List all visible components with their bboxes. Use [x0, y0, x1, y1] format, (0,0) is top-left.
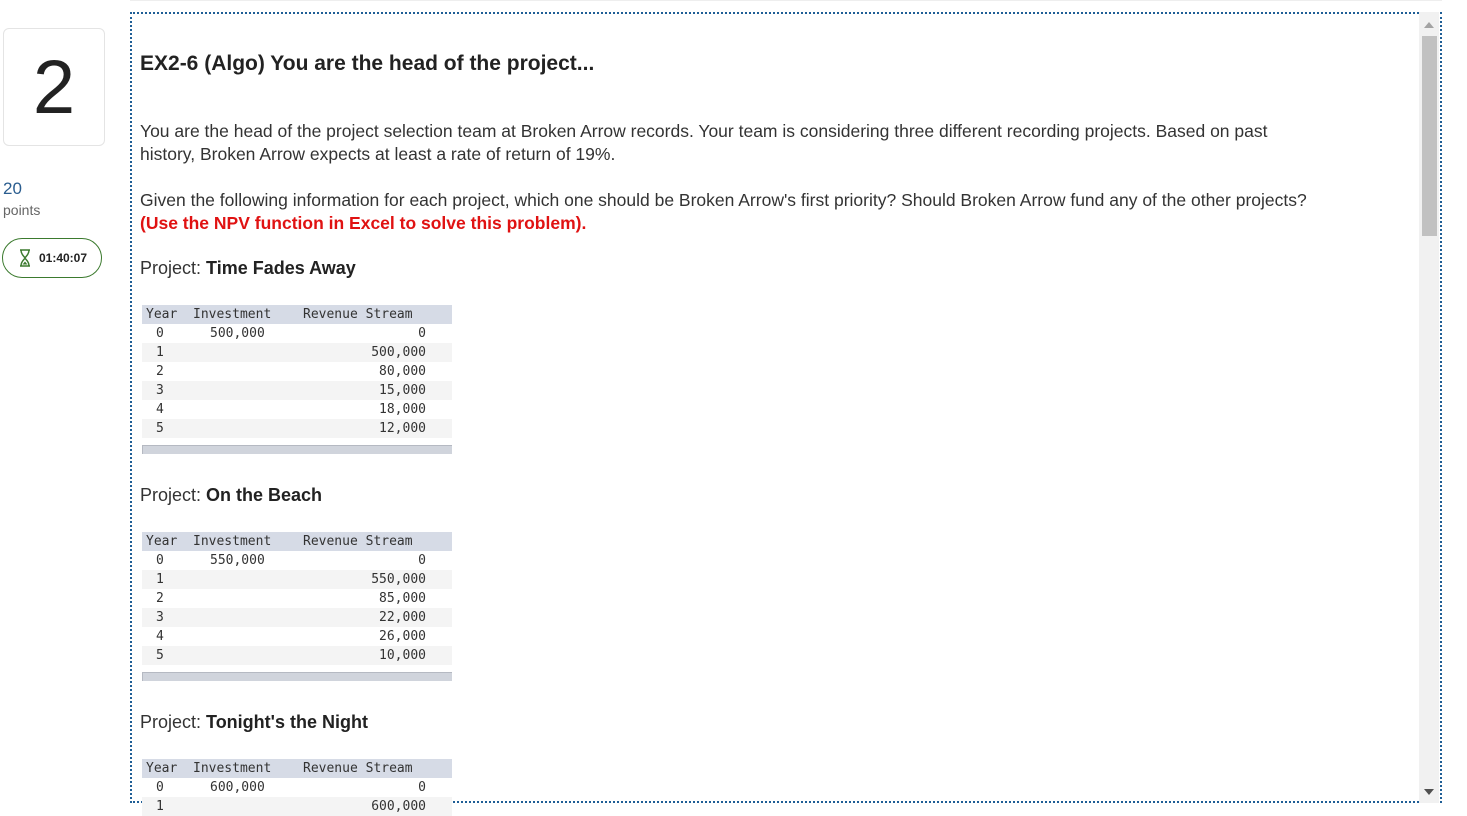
cell-revenue: 600,000 — [371, 799, 426, 814]
cell-year: 5 — [156, 421, 164, 436]
table-row — [142, 343, 452, 362]
cell-investment: 550,000 — [210, 553, 265, 568]
question-sidebar — [0, 0, 130, 809]
project-prefix: Project: — [140, 712, 207, 732]
cell-year: 0 — [156, 553, 164, 568]
instructions-text: Given the following information for each project, which one should be Broken Arrow's first priority? Should Broken Arrow fund any of the other projects? — [140, 190, 1307, 210]
table-row — [142, 608, 452, 627]
cell-year: 4 — [156, 629, 164, 644]
table-scrollbar[interactable] — [142, 445, 452, 454]
cell-year: 0 — [156, 326, 164, 341]
cell-revenue: 550,000 — [371, 572, 426, 587]
header-investment: Investment — [193, 761, 272, 776]
header-revenue-stream: Revenue Stream — [303, 534, 413, 549]
cell-revenue: 15,000 — [379, 383, 426, 398]
project-name: Tonight's the Night — [206, 712, 368, 732]
project-cashflow-table — [142, 305, 452, 454]
cell-revenue: 0 — [418, 553, 426, 568]
header-year: Year — [146, 534, 178, 549]
cell-revenue: 500,000 — [371, 345, 426, 360]
header-revenue-stream: Revenue Stream — [303, 761, 413, 776]
cell-year: 3 — [156, 610, 164, 625]
header-year: Year — [146, 307, 178, 322]
table-row — [142, 362, 452, 381]
header-revenue-stream: Revenue Stream — [303, 307, 413, 322]
table-header-row — [142, 532, 452, 551]
scroll-down-arrow-icon[interactable] — [1424, 789, 1434, 795]
cell-investment: 500,000 — [210, 326, 265, 341]
cell-revenue: 18,000 — [379, 402, 426, 417]
project-cashflow-table — [142, 759, 452, 816]
question-frame — [130, 12, 1442, 814]
table-row — [142, 589, 452, 608]
project-heading — [140, 258, 356, 279]
table-row — [142, 400, 452, 419]
cell-revenue: 12,000 — [379, 421, 426, 436]
scrollbar[interactable] — [1419, 12, 1439, 803]
scroll-up-arrow-icon[interactable] — [1424, 22, 1434, 28]
question-paragraph-instructions — [140, 189, 1320, 235]
cell-year: 1 — [156, 799, 164, 814]
question-number: 2 — [3, 28, 105, 146]
project-name: On the Beach — [206, 485, 323, 505]
project-prefix: Project: — [140, 258, 207, 278]
project-name: Time Fades Away — [206, 258, 356, 278]
cell-year: 1 — [156, 345, 164, 360]
table-row — [142, 551, 452, 570]
header-year: Year — [146, 761, 178, 776]
cell-investment: 600,000 — [210, 780, 265, 795]
project-heading — [140, 712, 368, 733]
cell-year: 3 — [156, 383, 164, 398]
header-investment: Investment — [193, 307, 272, 322]
table-row — [142, 381, 452, 400]
table-row — [142, 570, 452, 589]
cell-year: 4 — [156, 402, 164, 417]
top-divider — [130, 0, 1442, 1]
project-cashflow-table — [142, 532, 452, 681]
table-row — [142, 627, 452, 646]
table-row — [142, 797, 452, 816]
cell-revenue: 26,000 — [379, 629, 426, 644]
project-heading — [140, 485, 322, 506]
table-row — [142, 324, 452, 343]
cell-revenue: 0 — [418, 326, 426, 341]
table-row — [142, 646, 452, 665]
cell-year: 2 — [156, 591, 164, 606]
table-scrollbar[interactable] — [142, 672, 452, 681]
cell-revenue: 85,000 — [379, 591, 426, 606]
question-title: EX2-6 (Algo) You are the head of the project... — [140, 52, 595, 75]
table-row — [142, 419, 452, 438]
cell-year: 1 — [156, 572, 164, 587]
cell-year: 5 — [156, 648, 164, 663]
timer-badge[interactable] — [2, 238, 102, 278]
question-paragraph-intro: You are the head of the project selection team at Broken Arrow records. Your team is considering three different recording projects. Based on past history, Broken Arrow expects at least a rate of return of 19%. — [140, 121, 1268, 164]
points-value: 20 — [3, 179, 22, 198]
table-header-row — [142, 305, 452, 324]
excel-instruction: (Use the NPV function in Excel to solve this problem). — [140, 213, 587, 233]
project-prefix: Project: — [140, 485, 207, 505]
table-header-row — [142, 759, 452, 778]
cell-year: 2 — [156, 364, 164, 379]
header-investment: Investment — [193, 534, 272, 549]
cell-year: 0 — [156, 780, 164, 795]
cell-revenue: 22,000 — [379, 610, 426, 625]
hourglass-icon — [17, 249, 33, 267]
points-label: points — [3, 202, 41, 218]
cell-revenue: 0 — [418, 780, 426, 795]
timer-text: 01:40:07 — [38, 251, 88, 265]
cell-revenue: 80,000 — [379, 364, 426, 379]
cell-revenue: 10,000 — [379, 648, 426, 663]
scroll-thumb[interactable] — [1422, 36, 1437, 236]
table-row — [142, 778, 452, 797]
